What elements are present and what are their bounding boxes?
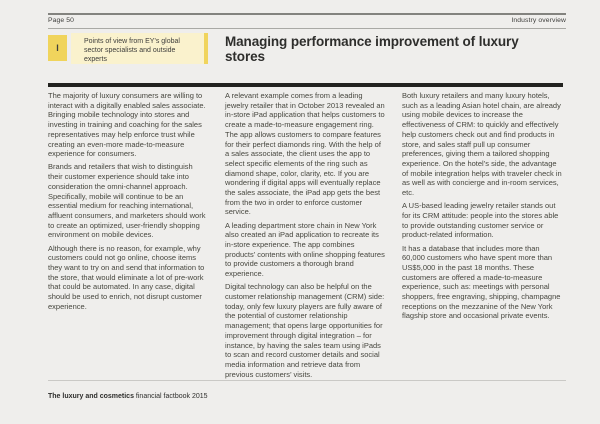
paragraph: Both luxury retailers and many luxury hotels, such as a leading Asian hotel chain, are already using mobile devices to increase the effectiveness of CRM: to quickly and effectively help customers check out and find products in store, and sales staff pull up consumer preferences, giving them a tailored shopping experience. On the hotel’s side, the advantage of mobile integration helps with traveler check in as well as with concierge and in-room services, etc. — [402, 91, 562, 198]
body-column-3 — [402, 91, 563, 383]
section-label: Industry overview — [511, 17, 566, 24]
header-bottom-rule — [48, 28, 566, 29]
callout-box — [71, 33, 208, 64]
page-title: Managing performance improvement of luxury stores — [225, 34, 519, 64]
footer-book-title-bold: The luxury and cosmetics — [48, 393, 134, 400]
page-header — [48, 17, 566, 24]
callout-index-badge — [48, 35, 67, 61]
paragraph: Digital technology can also be helpful on the customer relationship management (CRM) side: today, only few luxury players are fully aware of the potential of customer relationship management; that opens large opportunities for improvement through digital integration – for instance, by having the sales team using iPads to scan and record customer details and social media information and retrieve data from previous customers’ visits. — [225, 282, 385, 379]
paragraph: A leading department store chain in New York also created an iPad application to recreate its in-store experience. The app combines products’ contents with online shopping features to provide customers a thorough brand experience. — [225, 220, 385, 279]
paragraph: It has a database that includes more than 60,000 customers who have spent more than US$5,000 in the past 18 months. These customers are offered a made-to-measure experience, such as: meetings with personal shoppers, free engraving, shipping, champagne receptions on the mezzanine of the New York flagship store and occasional private events. — [402, 243, 561, 321]
body-top-rule — [48, 83, 563, 87]
paragraph: A relevant example comes from a leading jewelry retailer that in October 2013 revealed an in-store iPad application that helps customers to create a made-to-measure engagement ring. The app allows customers to compare features for their perfect diamonds ring. With the help of a sales associate, the client uses the app to select specific elements of the ring such as diamond shape, color, clarity, etc. If you are wondering if digital apps will eventually replace the sales associate, the iPad app gets the best from the two in order to enforce customer service. — [225, 91, 385, 217]
paragraph: Although there is no reason, for example, why customers could not go online, choose items they want to try on and send that information to the store, that would eliminate a lot of pre-work that could be automated. In any case, digital should be used to enrich, not disrupt customer experience. — [48, 243, 205, 311]
page-number-label: Page 50 — [48, 17, 75, 24]
header-top-rule — [48, 13, 566, 15]
callout-index-letter: I — [56, 43, 59, 53]
footer-book-title — [48, 393, 208, 400]
body-column-1 — [48, 91, 209, 383]
footer-book-title-regular: financial factbook 2015 — [133, 393, 208, 400]
body-columns — [48, 91, 563, 383]
body-column-2 — [225, 91, 386, 383]
callout-text: Points of view from EY’s global sector specialists and outside experts — [84, 38, 180, 63]
paragraph: Brands and retailers that wish to distinguish their customer experience should take into consideration the omni-channel approach. Specifically, mobile will continue to be an essential medium for reaching international, affluent consumers, and marketers should work to create an optimized, user-friendly shopping environment on mobile devices. — [48, 162, 206, 240]
paragraph: A US-based leading jewelry retailer stands out for its CRM attitude: people into the stores able to provide outstanding customer service or product-related information. — [402, 201, 559, 240]
footer-rule — [48, 380, 566, 381]
paragraph: The majority of luxury consumers are willing to interact with a digitally enabled sales associate. Bringing mobile technology into stores and investing in training and coaching for the sales representatives may help enforce trust while creating an even-more made-to-measure experience for consumers. — [48, 91, 206, 159]
